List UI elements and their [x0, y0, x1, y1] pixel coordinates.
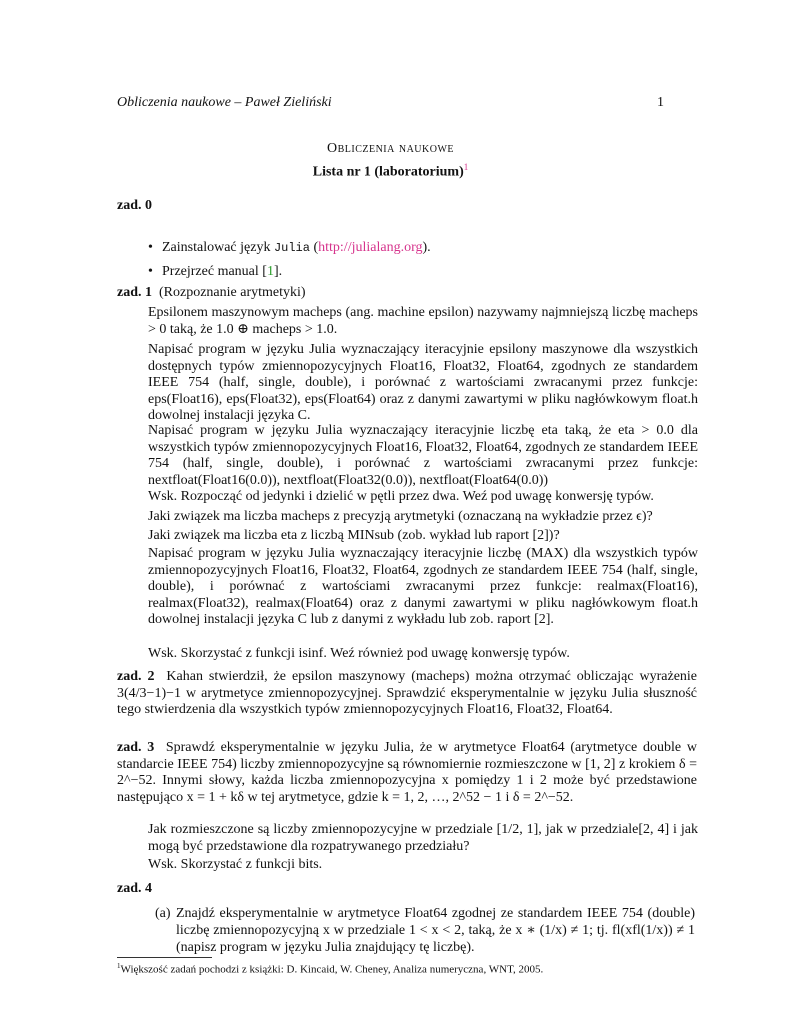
- zad1-heading: [117, 285, 306, 301]
- item-a-marker: (a): [155, 906, 171, 921]
- page-number: 1: [657, 95, 664, 110]
- footnote-text: Większość zadań pochodzi z książki: D. Kincaid, W. Cheney, Analiza numeryczna, WNT, 2005.: [120, 963, 544, 976]
- zad0-bullet-list: [148, 236, 431, 284]
- title-line-1: Obliczenia naukowe: [326, 141, 455, 156]
- zad0-label: zad. 0: [117, 198, 152, 213]
- zad1-label: zad. 1: [117, 285, 152, 300]
- zad3-block: [117, 740, 697, 806]
- zad1-p1: Epsilonem maszynowym macheps (ang. machine epsilon) nazywamy najmniejszą liczbę macheps > 0 taką, że 1.0 ⊕ macheps > 1.0.: [148, 305, 698, 337]
- zad1-q1: Jaki związek ma liczba macheps z precyzją arytmetyki (oznaczaną na wykładzie przez ϵ)?: [148, 509, 653, 524]
- zad2-block: [117, 669, 697, 719]
- zad1-p3: Napisać program w języku Julia wyznaczający iteracyjnie liczbę eta taką, że eta > 0.0 dla wszystkich typów zmiennopozycyjnych Float16, Float32, Float64, zgodnych ze standardem IEEE 754 (half, single, double), i porównać z wartościami zwracanymi przez funkcje: nextfloat(Float16(0.0)), nextfloat(Float32(0.0)), nextfloat(Float64(0.0)): [148, 423, 698, 488]
- bullet2-end: ].: [273, 264, 283, 279]
- bullet-install-julia: [148, 236, 431, 260]
- footnote-divider: [117, 957, 212, 958]
- zad4-heading: [117, 881, 152, 897]
- bullet1-paren-open: (: [309, 240, 319, 255]
- zad0-heading: [117, 198, 152, 214]
- item-a-text: Znajdź eksperymentalnie w arytmetyce Float64 zgodnej ze standardem IEEE 754 (double) liczbę zmiennopozycyjną x w przedziale 1 < x < 2, taką, że x ∗ (1/x) ≠ 1; tj. fl(xfl(1/x)) ≠ 1 (napisz program w języku Julia znajdujący tę liczbę).: [176, 906, 695, 955]
- zad1-hint-1: Wsk. Rozpocząć od jedynki i dzielić w pętli przez dwa. Weź pod uwagę konwersję typów.: [148, 489, 654, 504]
- document-title: [117, 140, 664, 182]
- header-title: Obliczenia naukowe – Paweł Zieliński: [117, 95, 332, 110]
- zad4-item-a: [155, 905, 695, 956]
- title-line-2-text: Lista nr 1 (laboratorium): [312, 164, 464, 180]
- running-header: [117, 95, 664, 113]
- zad3-label: zad. 3: [117, 740, 155, 755]
- zad3-p2: Jak rozmieszczone są liczby zmiennopozycyjne w przedziale [1/2, 1], jak w przedziale[2, 4] i jak mogą być przedstawione dla rozpatrywanego przedziału?: [148, 822, 698, 854]
- bullet1-code: Julia: [273, 241, 310, 255]
- zad1-hint-2: Wsk. Skorzystać z funkcji isinf. Weź również pod uwagę konwersję typów.: [148, 646, 570, 661]
- zad3-hint: Wsk. Skorzystać z funkcji bits.: [148, 857, 323, 872]
- zad1-q2: Jaki związek ma liczba eta z liczbą MINsub (zob. wykład lub raport [2])?: [148, 528, 560, 543]
- zad4-label: zad. 4: [117, 881, 152, 896]
- zad2-label: zad. 2: [117, 669, 155, 684]
- title-line-2: [117, 158, 664, 182]
- zad1-p2: Napisać program w języku Julia wyznaczający iteracyjnie epsilony maszynowe dla wszystkich dostępnych typów zmiennopozycyjnych Float16, Float32, Float64, zgodnych ze standardem IEEE 754 (half, single, double), i porównać z wartościami zwracanymi przez funkcje: eps(Float16), eps(Float32), eps(Float64) oraz z danymi zawartymi w pliku nagłówkowym float.h dowolnej instalacji języka C.: [148, 342, 698, 423]
- julialang-link[interactable]: http://julialang.org: [318, 240, 423, 255]
- footnote-mark: 1: [117, 962, 121, 970]
- bullet-read-manual: [148, 260, 431, 284]
- bullet2-text: Przejrzeć manual [: [162, 264, 267, 279]
- bullet1-paren-close: ).: [422, 240, 431, 255]
- footnote-ref[interactable]: 1: [463, 162, 469, 172]
- citation-1[interactable]: 1: [266, 264, 274, 279]
- zad2-text: Kahan stwierdził, że epsilon maszynowy (macheps) można otrzymać obliczając wyrażenie 3(4/3−1)−1 w arytmetyce zmiennopozycyjnej. Sprawdzić eksperymentalnie w języku Julia słuszność tego stwierdzenia dla wszystkich typów zmiennopozycyjnych Float16, Float32, Float64.: [117, 669, 698, 717]
- zad3-text: Sprawdź eksperymentalnie w języku Julia, że w arytmetyce Float64 (arytmetyce double w standarcie IEEE 754) liczby zmiennopozycyjne są równomiernie rozmieszczone w [1, 2] z krokiem δ = 2^−52. Innymi słowy, każda liczba zmiennopozycyjna x pomiędzy 1 i 2 może być przedstawione następująco x = 1 + kδ w tej arytmetyce, gdzie k = 1, 2, …, 2^52 − 1 i δ = 2^−52.: [117, 740, 697, 805]
- bullet1-text: Zainstalować język: [162, 240, 274, 255]
- footnote: [117, 962, 543, 976]
- zad1-subtitle: (Rozpoznanie arytmetyki): [159, 285, 306, 300]
- zad1-p7: Napisać program w języku Julia wyznaczający iteracyjnie liczbę (MAX) dla wszystkich typów zmiennopozycyjnych Float16, Float32, Float64, zgodnych ze standardem IEEE 754 (half, single, double), i porównać z wartościami zwracanymi przez funkcje: realmax(Float16), realmax(Float32), realmax(Float64) oraz z danymi zawartymi w pliku nagłówkowym float.h dowolnej instalacji języka C lub z danymi z wykładu lub zob. raport [2].: [148, 546, 698, 627]
